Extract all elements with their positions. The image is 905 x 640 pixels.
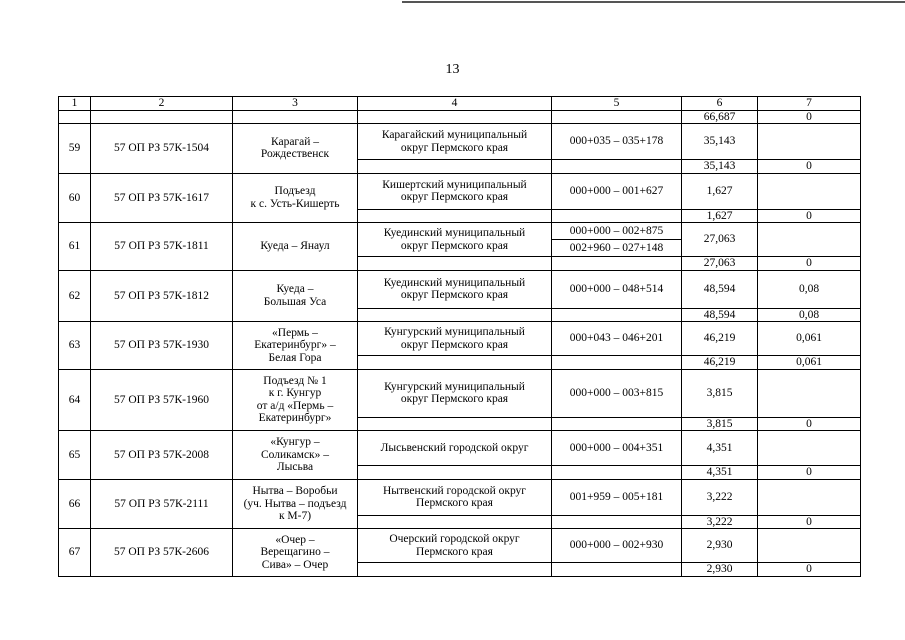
road-code: 57 ОП РЗ 57К-1504: [91, 124, 233, 174]
col7-value: [758, 479, 861, 515]
empty-cell: [552, 466, 682, 480]
road-length: 3,815: [682, 369, 758, 417]
col7-value: 0,08: [758, 270, 861, 308]
empty-cell: [358, 417, 552, 431]
empty-cell: [552, 160, 682, 174]
segment-range: 001+959 – 005+181: [552, 479, 682, 515]
road-name: Куеда – Янаул: [233, 223, 358, 271]
total-col7: 0: [758, 466, 861, 480]
district-name: Куединский муниципальный округ Пермского края: [358, 223, 552, 257]
roads-table: [58, 96, 861, 577]
total-length: 35,143: [682, 160, 758, 174]
header-cell-5: 5: [552, 97, 682, 111]
empty-cell: [358, 209, 552, 223]
table-row: [59, 270, 861, 308]
col7-value: [758, 431, 861, 466]
total-col7: 0: [758, 257, 861, 271]
page-number: 13: [445, 62, 460, 77]
total-length: 4,351: [682, 466, 758, 480]
total-col7: 0: [758, 515, 861, 529]
road-length: 3,222: [682, 479, 758, 515]
table-row: [59, 529, 861, 563]
road-code: 57 ОП РЗ 57К-2606: [91, 529, 233, 577]
district-name: Кишертский муниципальный округ Пермского края: [358, 173, 552, 209]
road-code: 57 ОП РЗ 57К-2008: [91, 431, 233, 480]
header-cell-2: 2: [91, 97, 233, 111]
total-col7: 0: [758, 417, 861, 431]
road-name: «Пермь – Екатеринбург» – Белая Гора: [233, 322, 358, 370]
table-row: [59, 173, 861, 209]
empty-cell: [358, 563, 552, 577]
road-name: Подъезд к с. Усть-Кишерть: [233, 173, 358, 223]
table-body: [59, 97, 861, 577]
table-row: [59, 322, 861, 356]
total-col7: 0: [758, 160, 861, 174]
top-rule: [402, 1, 905, 3]
district-name: Нытвенский городской округ Пермского края: [358, 479, 552, 515]
road-code: 57 ОП РЗ 57К-2111: [91, 479, 233, 529]
col7-value: [758, 529, 861, 563]
road-length: 2,930: [682, 529, 758, 563]
empty-cell: [552, 257, 682, 271]
total-length: 2,930: [682, 563, 758, 577]
header-cell-4: 4: [358, 97, 552, 111]
carryover-row: [59, 110, 861, 124]
carryover-length: 66,687: [682, 110, 758, 124]
total-length: 3,222: [682, 515, 758, 529]
empty-cell: [91, 110, 233, 124]
col7-value: [758, 173, 861, 209]
empty-cell: [552, 110, 682, 124]
header-cell-3: 3: [233, 97, 358, 111]
total-col7: 0: [758, 563, 861, 577]
empty-cell: [358, 257, 552, 271]
table-row: [59, 223, 861, 240]
district-name: Лысьвенский городской округ: [358, 431, 552, 466]
road-name: Нытва – Воробьи (уч. Нытва – подъезд к М-7): [233, 479, 358, 529]
total-length: 46,219: [682, 356, 758, 370]
row-number: 59: [59, 124, 91, 174]
row-number: 64: [59, 369, 91, 431]
total-col7: 0,061: [758, 356, 861, 370]
row-number: 63: [59, 322, 91, 370]
road-name: «Кунгур – Соликамск» – Лысьва: [233, 431, 358, 480]
district-name: Карагайский муниципальный округ Пермского края: [358, 124, 552, 160]
empty-cell: [552, 417, 682, 431]
district-name: Куединский муниципальный округ Пермского края: [358, 270, 552, 308]
total-length: 48,594: [682, 308, 758, 322]
total-col7: 0: [758, 209, 861, 223]
header-cell-7: 7: [758, 97, 861, 111]
total-length: 1,627: [682, 209, 758, 223]
table-row: [59, 124, 861, 160]
table-row: [59, 431, 861, 466]
empty-cell: [358, 515, 552, 529]
segment-range: 000+000 – 002+930: [552, 529, 682, 563]
col7-value: 0,061: [758, 322, 861, 356]
header-row: [59, 97, 861, 111]
segment-range: 000+000 – 001+627: [552, 173, 682, 209]
segment-range: 000+043 – 046+201: [552, 322, 682, 356]
road-length: 1,627: [682, 173, 758, 209]
header-cell-6: 6: [682, 97, 758, 111]
road-name: Подъезд № 1 к г. Кунгур от а/д «Пермь – Екатеринбург»: [233, 369, 358, 431]
col7-value: [758, 369, 861, 417]
segment-range: 000+035 – 035+178: [552, 124, 682, 160]
road-code: 57 ОП РЗ 57К-1617: [91, 173, 233, 223]
road-length: 35,143: [682, 124, 758, 160]
district-name: Очерский городской округ Пермского края: [358, 529, 552, 563]
empty-cell: [552, 209, 682, 223]
col7-value: [758, 124, 861, 160]
header-cell-1: 1: [59, 97, 91, 111]
row-number: 66: [59, 479, 91, 529]
empty-cell: [358, 356, 552, 370]
road-name: «Очер – Верещагино – Сива» – Очер: [233, 529, 358, 577]
total-length: 3,815: [682, 417, 758, 431]
road-code: 57 ОП РЗ 57К-1812: [91, 270, 233, 322]
total-col7: 0,08: [758, 308, 861, 322]
empty-cell: [552, 515, 682, 529]
segment-range: 000+000 – 002+875: [552, 223, 682, 240]
table-row: [59, 479, 861, 515]
road-length: 46,219: [682, 322, 758, 356]
district-name: Кунгурский муниципальный округ Пермского края: [358, 369, 552, 417]
road-code: 57 ОП РЗ 57К-1960: [91, 369, 233, 431]
segment-range: 000+000 – 048+514: [552, 270, 682, 308]
road-code: 57 ОП РЗ 57К-1811: [91, 223, 233, 271]
road-code: 57 ОП РЗ 57К-1930: [91, 322, 233, 370]
total-length: 27,063: [682, 257, 758, 271]
segment-range: 000+000 – 003+815: [552, 369, 682, 417]
segment-range: 002+960 – 027+148: [552, 240, 682, 257]
row-number: 62: [59, 270, 91, 322]
road-length: 4,351: [682, 431, 758, 466]
road-name: Куеда – Большая Уса: [233, 270, 358, 322]
row-number: 61: [59, 223, 91, 271]
road-length: 27,063: [682, 223, 758, 257]
segment-range: 000+000 – 004+351: [552, 431, 682, 466]
carryover-col7: 0: [758, 110, 861, 124]
empty-cell: [233, 110, 358, 124]
row-number: 65: [59, 431, 91, 480]
road-length: 48,594: [682, 270, 758, 308]
empty-cell: [59, 110, 91, 124]
district-name: Кунгурский муниципальный округ Пермского края: [358, 322, 552, 356]
empty-cell: [552, 308, 682, 322]
empty-cell: [358, 466, 552, 480]
col7-value: [758, 223, 861, 257]
row-number: 67: [59, 529, 91, 577]
empty-cell: [552, 563, 682, 577]
row-number: 60: [59, 173, 91, 223]
empty-cell: [552, 356, 682, 370]
empty-cell: [358, 160, 552, 174]
empty-cell: [358, 308, 552, 322]
empty-cell: [358, 110, 552, 124]
road-name: Карагай – Рождественск: [233, 124, 358, 174]
table-row: [59, 369, 861, 417]
